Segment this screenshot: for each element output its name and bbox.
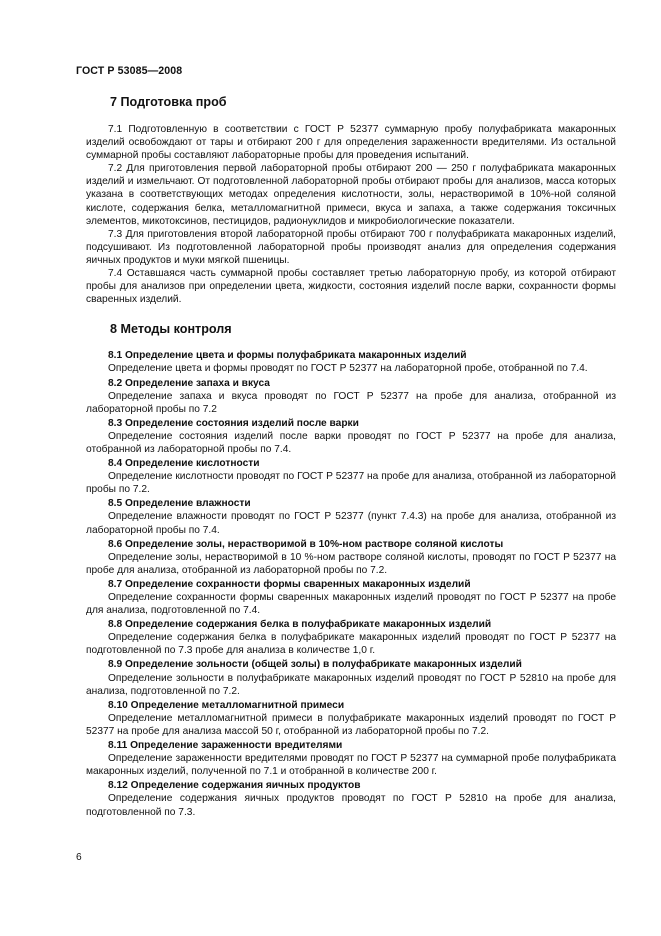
subsection-8-3-title: 8.3 Определение состояния изделий после варки bbox=[108, 417, 359, 429]
standard-header: ГОСТ Р 53085—2008 bbox=[76, 65, 183, 77]
subsection-8-1-text: Определение цвета и формы проводят по ГОСТ Р 52377 на лабораторной пробе, отобранной по 7.4. bbox=[108, 363, 588, 375]
page-content bbox=[86, 94, 616, 819]
subsection-8-10-title: 8.10 Определение металломагнитной примеси bbox=[108, 699, 345, 711]
subsection-8-9-title: 8.9 Определение зольности (общей золы) в полуфабрикате макаронных изделий bbox=[108, 659, 522, 671]
subsection-8-5-text: Определение влажности проводят по ГОСТ Р 52377 (пункт 7.4.3) на пробе для анализа, отобранной из лабораторной пробы по 7.4. bbox=[86, 511, 616, 536]
paragraph-7-1: 7.1 Подготовленную в соответствии с ГОСТ Р 52377 суммарную пробу полуфабриката макаронных изделий освобождают от тары и отбирают 200 г для определения зараженности вредителями. Из остальной суммарной пробы составляют лабораторные пробы для проведения испытаний. bbox=[86, 124, 616, 162]
subsection-8-2-text: Определение запаха и вкуса проводят по ГОСТ Р 52377 на пробе для анализа, отобранной из лабораторной пробы по 7.2 bbox=[86, 390, 616, 415]
subsection-8-2-title: 8.2 Определение запаха и вкуса bbox=[108, 377, 270, 389]
page-number: 6 bbox=[76, 852, 82, 863]
subsection-8-10-text: Определение металломагнитной примеси в полуфабрикате макаронных изделий проводят по ГОСТ Р 52377 на пробе для анализа массой 50 г, отобранной из лабораторной пробы по 7.2. bbox=[86, 712, 616, 737]
section-8-title: 8 Методы контроля bbox=[110, 322, 232, 337]
subsection-8-9-text: Определение зольности в полуфабрикате макаронных изделий проводят по ГОСТ Р 52810 на пробе для анализа, подготовленной по 7.2. bbox=[86, 672, 616, 697]
subsection-8-6-text: Определение золы, нерастворимой в 10 %-ном растворе соляной кислоты, проводят по ГОСТ Р 52377 на пробе для анализа, отобранной из лабораторной пробы по 7.2. bbox=[86, 551, 616, 576]
paragraph-7-2: 7.2 Для приготовления первой лабораторной пробы отбирают 200 — 250 г полуфабриката макаронных изделий и измельчают. От подготовленной лабораторной пробы отбирают пробы для анализов, масса которых указана в соответствующих методах определения кислотности, золы, нерастворимой в 10%-ной соляной кислоте, содержания белка, металломагнитной примеси, вкуса и запаха, а также содержания токсичных элементов, микотоксинов, пестицидов, радионуклидов и микробиологические показатели. bbox=[86, 163, 616, 227]
subsection-8-4-text: Определение кислотности проводят по ГОСТ Р 52377 на пробе для анализа, отобранной из лабораторной пробы по 7.2. bbox=[86, 471, 616, 496]
subsection-8-7-text: Определение сохранности формы сваренных макаронных изделий проводят по ГОСТ Р 52377 на пробе для анализа, подготовленной по 7.4. bbox=[86, 592, 616, 617]
subsection-8-8-text: Определение содержания белка в полуфабрикате макаронных изделий проводят по ГОСТ Р 52377 на подготовленной по 7.3 пробе для анализа в количестве 1,0 г. bbox=[86, 632, 616, 657]
subsection-8-5-title: 8.5 Определение влажности bbox=[108, 498, 251, 510]
subsection-8-12-title: 8.12 Определение содержания яичных продуктов bbox=[108, 780, 361, 792]
section-7-title: 7 Подготовка проб bbox=[110, 95, 227, 109]
subsection-8-12-text: Определение содержания яичных продуктов проводят по ГОСТ Р 52810 на пробе для анализа, подготовленной по 7.3. bbox=[86, 793, 616, 818]
paragraph-7-4: 7.4 Оставшаяся часть суммарной пробы составляет третью лабораторную пробу, из которой отбирают пробы для анализов при определении цвета, жидкости, состояния изделий после варки, сохранности формы сваренных изделий. bbox=[86, 268, 616, 306]
subsection-8-4-title: 8.4 Определение кислотности bbox=[108, 458, 260, 470]
subsection-8-6-title: 8.6 Определение золы, нерастворимой в 10%-ном растворе соляной кислоты bbox=[108, 538, 504, 550]
subsection-8-11-text: Определение зараженности вредителями проводят по ГОСТ Р 52377 на суммарной пробе полуфабриката макаронных изделий, полученной по 7.1 и отобранной в количестве 200 г. bbox=[86, 753, 616, 778]
subsection-8-3-text: Определение состояния изделий после варки проводят по ГОСТ Р 52377 на пробе для анализа, отобранной из лабораторной пробы по 7.4. bbox=[86, 430, 616, 455]
subsection-8-1-title: 8.1 Определение цвета и формы полуфабриката макаронных изделий bbox=[108, 350, 467, 362]
subsection-8-8-title: 8.8 Определение содержания белка в полуфабрикате макаронных изделий bbox=[108, 619, 492, 631]
paragraph-7-3: 7.3 Для приготовления второй лабораторной пробы отбирают 700 г полуфабриката макаронных изделий, подсушивают. Из подготовленной лабораторной пробы производят анализ для определения содержания яичных продуктов и муки мягкой пшеницы. bbox=[86, 228, 616, 266]
subsection-8-11-title: 8.11 Определение зараженности вредителями bbox=[108, 740, 343, 752]
subsection-8-7-title: 8.7 Определение сохранности формы сваренных макаронных изделий bbox=[108, 578, 471, 590]
